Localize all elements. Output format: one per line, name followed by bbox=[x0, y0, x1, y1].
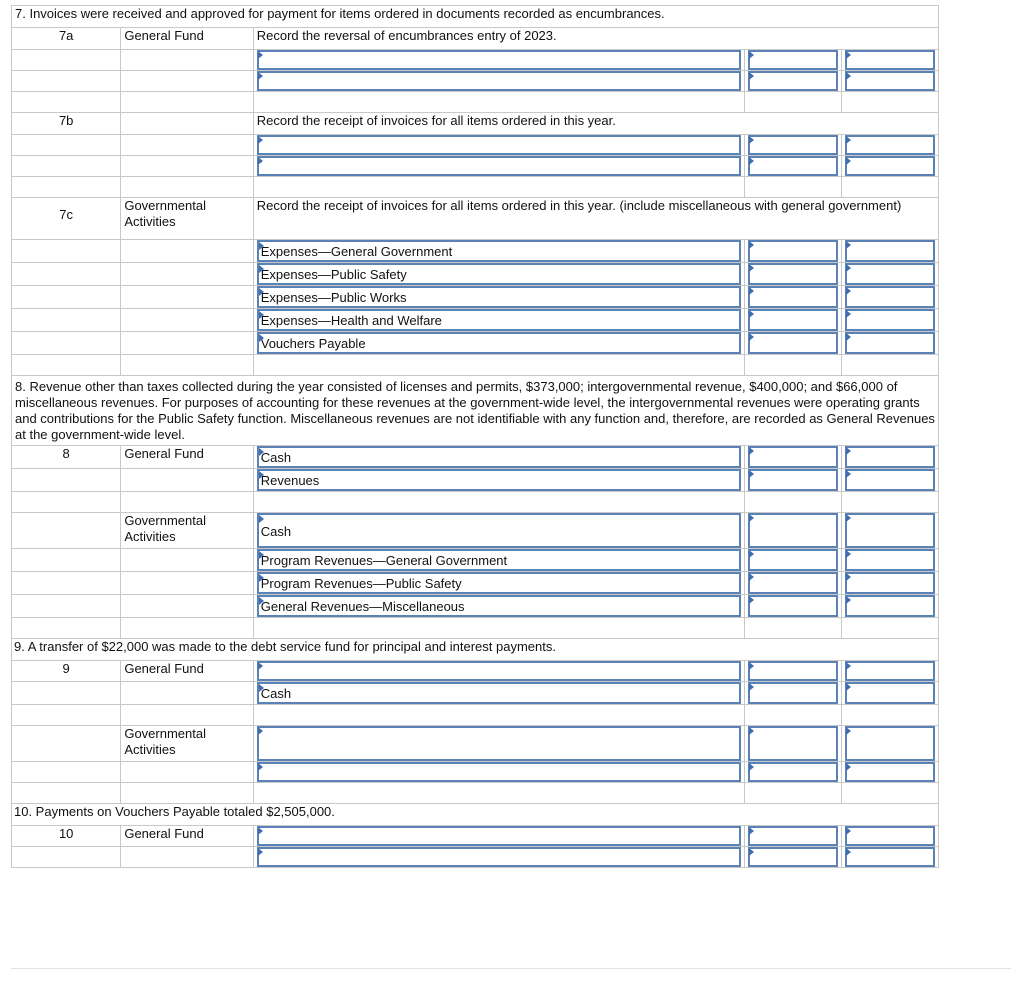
credit-input[interactable] bbox=[845, 263, 935, 285]
entry-id-9: 9 bbox=[12, 661, 121, 682]
credit-input[interactable] bbox=[845, 513, 935, 548]
credit-input[interactable] bbox=[845, 135, 935, 155]
account-input[interactable]: Expenses—Health and Welfare bbox=[257, 309, 742, 331]
credit-input[interactable] bbox=[845, 71, 935, 91]
account-input[interactable]: Expenses—General Government bbox=[257, 240, 742, 262]
debit-input[interactable] bbox=[748, 762, 837, 782]
fund-7a: General Fund bbox=[121, 28, 253, 50]
debit-input[interactable] bbox=[748, 263, 837, 285]
debit-input[interactable] bbox=[748, 240, 837, 262]
account-input[interactable]: Expenses—Public Works bbox=[257, 286, 742, 308]
credit-input[interactable] bbox=[845, 156, 935, 176]
account-input[interactable]: General Revenues—Miscellaneous bbox=[257, 595, 742, 617]
credit-input[interactable] bbox=[845, 446, 935, 468]
debit-input[interactable] bbox=[748, 513, 837, 548]
account-input[interactable]: Expenses—Public Safety bbox=[257, 263, 742, 285]
fund-8: General Fund bbox=[121, 446, 253, 469]
credit-input[interactable] bbox=[845, 762, 935, 782]
credit-input[interactable] bbox=[845, 726, 935, 761]
account-input[interactable]: Program Revenues—General Government bbox=[257, 549, 742, 571]
account-input[interactable] bbox=[257, 847, 742, 867]
credit-input[interactable] bbox=[845, 309, 935, 331]
credit-input[interactable] bbox=[845, 682, 935, 704]
journal-table bbox=[11, 5, 939, 868]
debit-input[interactable] bbox=[748, 826, 837, 846]
credit-input[interactable] bbox=[845, 286, 935, 308]
ga-fund-9: Governmental Activities bbox=[121, 726, 253, 762]
account-input[interactable] bbox=[257, 71, 742, 91]
account-input[interactable]: Cash bbox=[257, 682, 742, 704]
debit-input[interactable] bbox=[748, 286, 837, 308]
debit-input[interactable] bbox=[748, 682, 837, 704]
q10-intro: 10. Payments on Vouchers Payable totaled $2,505,000. bbox=[12, 804, 939, 826]
entry-id-10: 10 bbox=[12, 826, 121, 847]
account-input[interactable] bbox=[257, 156, 742, 176]
debit-input[interactable] bbox=[748, 595, 837, 617]
account-input[interactable]: Cash bbox=[257, 446, 742, 468]
account-input[interactable] bbox=[257, 50, 742, 70]
debit-input[interactable] bbox=[748, 726, 837, 761]
entry-id-8: 8 bbox=[12, 446, 121, 469]
q7-intro: 7. Invoices were received and approved for payment for items ordered in documents recorded as encumbrances. bbox=[12, 6, 939, 28]
fund-9: General Fund bbox=[121, 661, 253, 682]
entry-id-7a: 7a bbox=[12, 28, 121, 50]
debit-input[interactable] bbox=[748, 50, 837, 70]
account-input[interactable] bbox=[257, 826, 742, 846]
credit-input[interactable] bbox=[845, 572, 935, 594]
instruction-7a: Record the reversal of encumbrances entry of 2023. bbox=[253, 28, 938, 50]
debit-input[interactable] bbox=[748, 332, 837, 354]
credit-input[interactable] bbox=[845, 469, 935, 491]
credit-input[interactable] bbox=[845, 240, 935, 262]
q9-intro: 9. A transfer of $22,000 was made to the debt service fund for principal and interest payments. bbox=[12, 639, 939, 661]
debit-input[interactable] bbox=[748, 661, 837, 681]
fund-10: General Fund bbox=[121, 826, 253, 847]
debit-input[interactable] bbox=[748, 469, 837, 491]
credit-input[interactable] bbox=[845, 549, 935, 571]
account-input[interactable] bbox=[257, 135, 742, 155]
instruction-7c: Record the receipt of invoices for all items ordered in this year. (include miscellaneous with general government) bbox=[253, 198, 938, 240]
debit-input[interactable] bbox=[748, 446, 837, 468]
credit-input[interactable] bbox=[845, 332, 935, 354]
account-input[interactable]: Program Revenues—Public Safety bbox=[257, 572, 742, 594]
entry-id-7b: 7b bbox=[12, 113, 121, 135]
account-input[interactable] bbox=[257, 762, 742, 782]
credit-input[interactable] bbox=[845, 661, 935, 681]
journal-worksheet bbox=[11, 5, 939, 868]
account-input[interactable]: Vouchers Payable bbox=[257, 332, 742, 354]
debit-input[interactable] bbox=[748, 135, 837, 155]
divider bbox=[11, 968, 1011, 969]
debit-input[interactable] bbox=[748, 549, 837, 571]
credit-input[interactable] bbox=[845, 847, 935, 867]
debit-input[interactable] bbox=[748, 71, 837, 91]
entry-id-7c: 7c bbox=[12, 198, 121, 240]
credit-input[interactable] bbox=[845, 826, 935, 846]
account-input[interactable]: Cash bbox=[257, 513, 742, 548]
debit-input[interactable] bbox=[748, 309, 837, 331]
account-input[interactable] bbox=[257, 726, 742, 761]
ga-fund-8: Governmental Activities bbox=[121, 513, 253, 549]
debit-input[interactable] bbox=[748, 572, 837, 594]
account-input[interactable] bbox=[257, 661, 742, 681]
q8-intro: 8. Revenue other than taxes collected during the year consisted of licenses and permits, $373,000; intergovernmental revenue, $400,000; and $66,000 of miscellaneous revenues. For purposes of accounting for these revenues at the government-wide level, the intergovernmental revenues were operating grants and contributions for the Public Safety function. Miscellaneous revenues are not identifiable with any function and, therefore, are recorded as General Revenues at the government-wide level. bbox=[12, 376, 939, 446]
debit-input[interactable] bbox=[748, 156, 837, 176]
credit-input[interactable] bbox=[845, 595, 935, 617]
instruction-7b: Record the receipt of invoices for all items ordered in this year. bbox=[253, 113, 938, 135]
account-input[interactable]: Revenues bbox=[257, 469, 742, 491]
fund-7c: Governmental Activities bbox=[121, 198, 253, 240]
debit-input[interactable] bbox=[748, 847, 837, 867]
credit-input[interactable] bbox=[845, 50, 935, 70]
